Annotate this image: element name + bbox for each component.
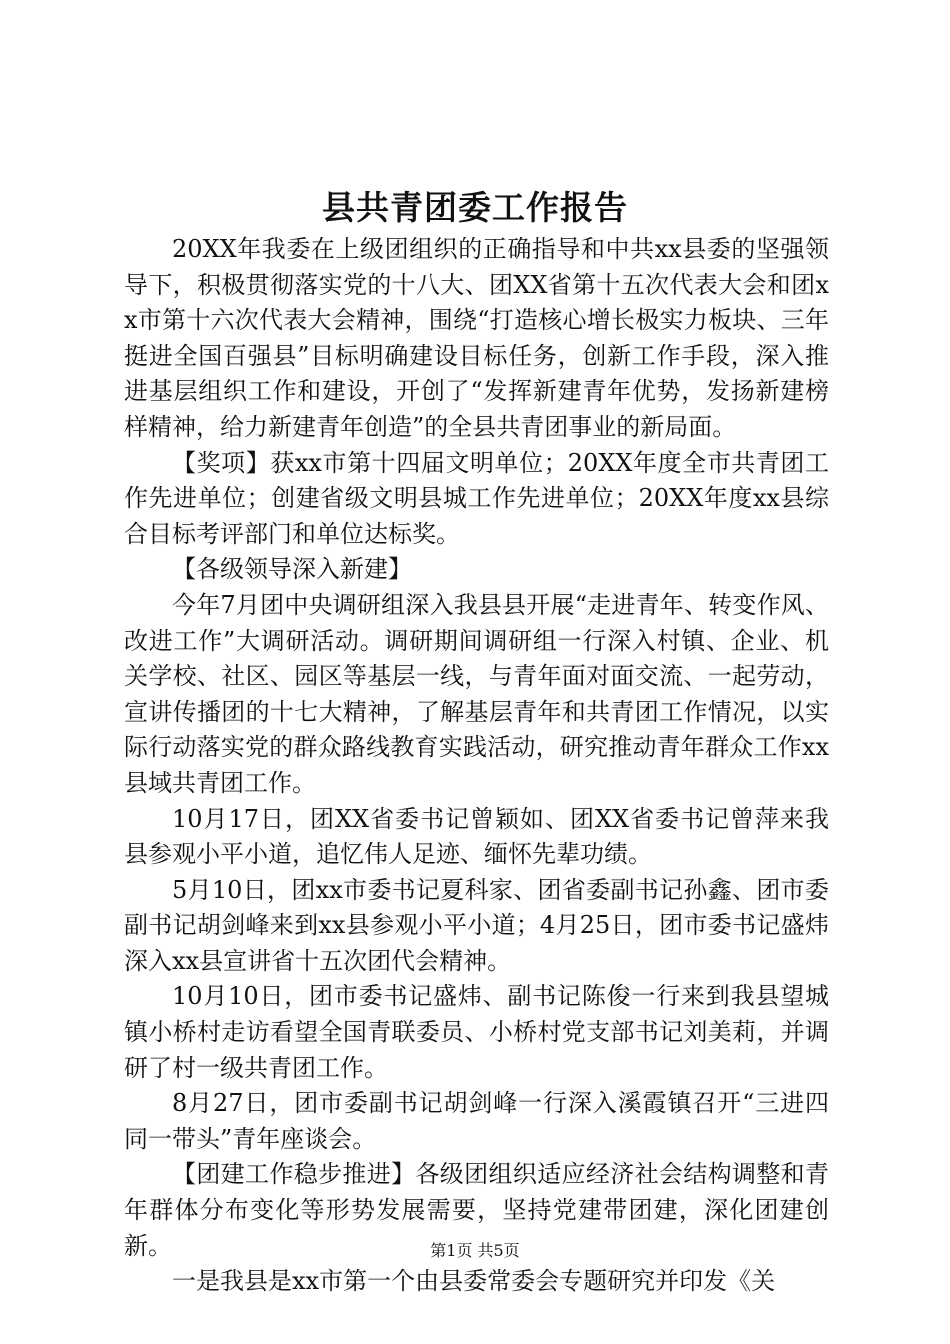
paragraph-survey: 今年7月团中央调研组深入我县县开展“走进青年、转变作风、改进工作”大调研活动。调研期间调研组一行深入村镇、企业、机关学校、社区、园区等基层一线，与青年面对面交流、一起劳动，宣讲传播团的十七大精神，了解基层青年和共青团工作情况，以实际行动落实党的群众路线教育实践活动，研究推动青年群众工作xx县域共青团工作。	[124, 590, 829, 797]
paragraph-awards: 【奖项】获xx市第十四届文明单位；20XX年度全市共青团工作先进单位；创建省级文明县城工作先进单位；20XX年度xx县综合目标考评部门和单位达标奖。	[124, 448, 829, 548]
paragraph-point-one: 一是我县是xx市第一个由县委常委会专题研究并印发《关	[172, 1267, 776, 1296]
document-body	[124, 232, 829, 1300]
paragraph-visit-oct10: 10月10日，团市委书记盛炜、副书记陈俊一行来到我县望城镇小桥村走访看望全国青联委员、小桥村党支部书记刘美莉，并调研了村一级共青团工作。	[124, 982, 829, 1082]
paragraph-visit-oct17: 10月17日，团XX省委书记曾颖如、团XX省委书记曾萍来我县参观小平小道，追忆伟人足迹、缅怀先辈功绩。	[124, 804, 829, 869]
paragraph-visit-aug27: 8月27日，团市委副书记胡剑峰一行深入溪霞镇召开“三进四同一带头”青年座谈会。	[124, 1089, 829, 1153]
document-title: 县共青团委工作报告	[322, 188, 628, 227]
paragraph-visit-may10: 5月10日，团xx市委书记夏科家、团省委副书记孙鑫、团市委副书记胡剑峰来到xx县参观小平小道；4月25日，团市委书记盛炜深入xx县宣讲省十五次团代会精神。	[124, 875, 829, 975]
paragraph-league-building: 【团建工作稳步推进】各级团组织适应经济社会结构调整和青年群体分布变化等形势发展需要，坚持党建带团建，深化团建创新。	[124, 1160, 829, 1260]
section-heading-leaders: 【各级领导深入新建】	[172, 555, 412, 584]
page-footer: 第1页 共5页	[430, 1241, 520, 1260]
paragraph-intro: 20XX年我委在上级团组织的正确指导和中共xx县委的坚强领导下，积极贯彻落实党的十八大、团XX省第十五次代表大会和团xx市第十六次代表大会精神，围绕“打造核心增长极实力板块、三年挺进全国百强县”目标明确建设目标任务，创新工作手段，深入推进基层组织工作和建设，开创了“发挥新建青年优势，发扬新建榜样精神，给力新建青年创造”的全县共青团事业的新局面。	[124, 235, 829, 441]
